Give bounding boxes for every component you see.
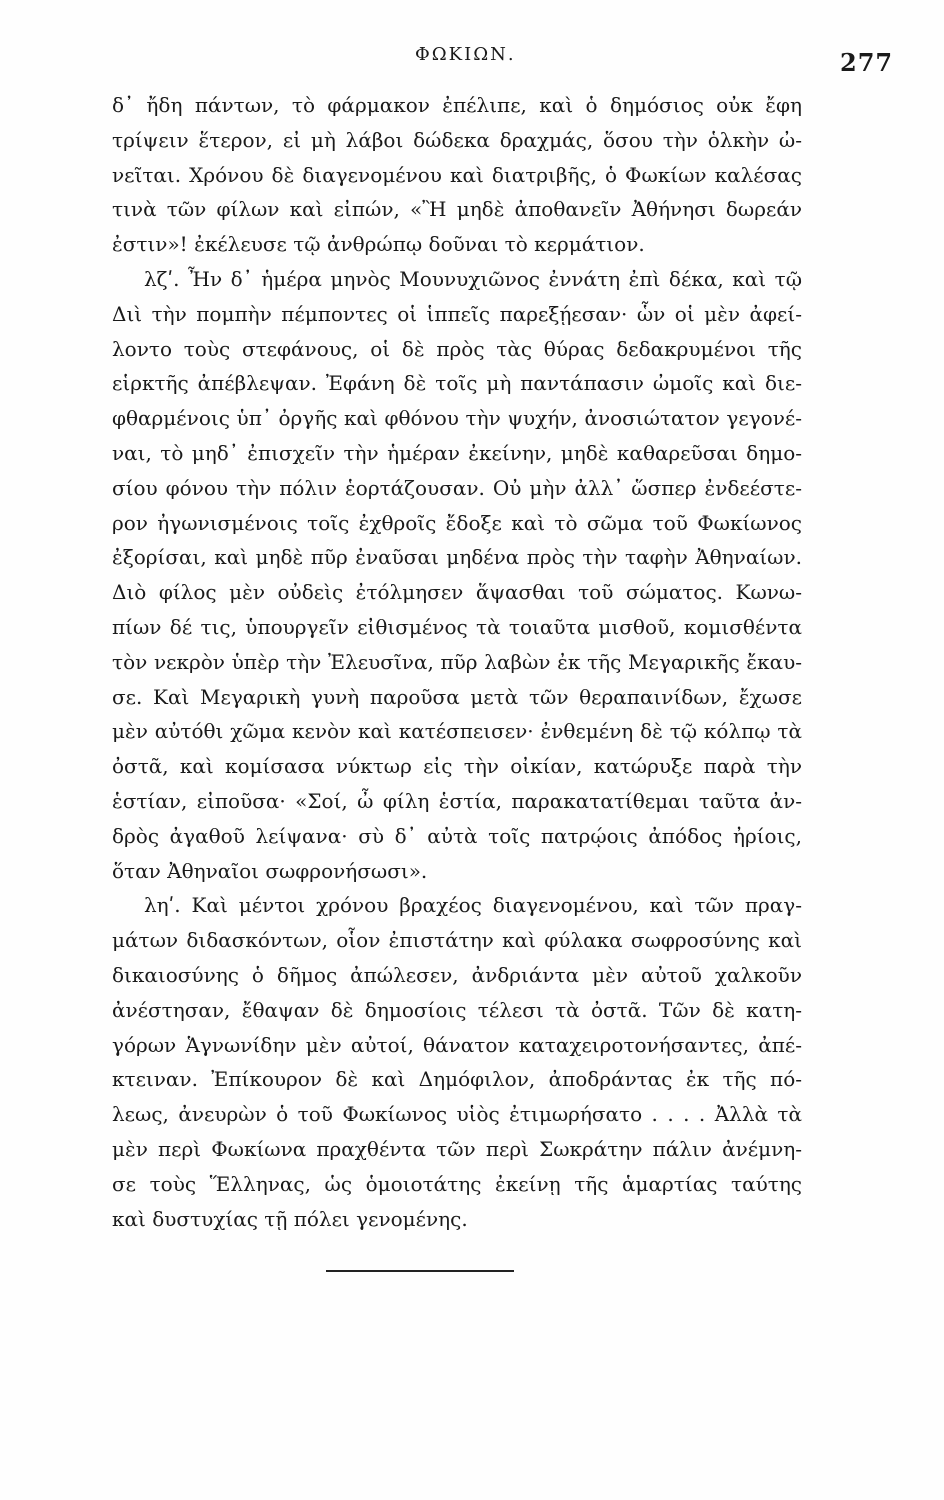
text-line: γόρων Ἁγνωνίδην μὲν αὐτοί, θάνατον καταχειροτονήσαντες, ἀπέ- [112,1032,802,1057]
text-line: δρὸς ἀγαθοῦ λείψανα· σὺ δ᾽ αὐτὰ τοῖς πατρῴοις ἀπόδος ἠρίοις, [112,823,802,848]
text-line: ἐξορίσαι, καὶ μηδὲ πῦρ ἐναῦσαι μηδένα πρὸς τὴν ταφὴν Ἀθηναίων. [112,545,802,570]
text-line: πίων δέ τις, ὑπουργεῖν εἰθισμένος τὰ τοιαῦτα μισθοῦ, κομισθέντα [112,614,802,639]
text-line: Διὸ φίλος μὲν οὐδεὶς ἐτόλμησεν ἅψασθαι τοῦ σώματος. Κωνω- [112,580,802,605]
text-line: κτειναν. Ἐπίκουρον δὲ καὶ Δημόφιλον, ἀποδράντας ἐκ τῆς πό- [112,1067,802,1092]
text-line: λεως, ἀνευρὼν ὁ τοῦ Φωκίωνος υἱὸς ἐτιμωρήσατο . . . . Ἀλλὰ τὰ [112,1102,802,1127]
text-line: σε τοὺς Ἕλληνας, ὡς ὁμοιοτάτης ἐκείνῃ τῆς ἁμαρτίας ταύτης [112,1171,802,1196]
text-line: τὸν νεκρὸν ὑπὲρ τὴν Ἐλευσῖνα, πῦρ λαβὼν ἐκ τῆς Μεγαρικῆς ἔκαυ- [112,649,802,674]
text-line: νεῖται. Χρόνου δὲ διαγενομένου καὶ διατριβῆς, ὁ Φωκίων καλέσας [112,162,802,187]
end-rule [326,1270,514,1272]
text-line: εἱρκτῆς ἀπέβλεψαν. Ἐφάνη δὲ τοῖς μὴ παντάπασιν ὠμοῖς καὶ διε- [112,371,802,396]
text-line: δικαιοσύνης ὁ δῆμος ἀπώλεσεν, ἀνδριάντα μὲν αὐτοῦ χαλκοῦν [112,962,802,987]
text-line: τρίψειν ἕτερον, εἰ μὴ λάβοι δώδεκα δραχμάς, ὅσου τὴν ὁλκὴν ὠ- [112,127,802,152]
section-start-line: ληʹ. Καὶ μέντοι χρόνου βραχέος διαγενομένου, καὶ τῶν πραγ- [144,893,802,918]
text-line: ἐστιν»! ἐκέλευσε τῷ ἀνθρώπῳ δοῦναι τὸ κερμάτιον. [112,232,645,257]
text-line: τινὰ τῶν φίλων καὶ εἰπών, «Ἢ μηδὲ ἀποθανεῖν Ἀθήνησι δωρεάν [112,197,802,222]
text-line: ἀνέστησαν, ἔθαψαν δὲ δημοσίοις τέλεσι τὰ ὀστᾶ. Τῶν δὲ κατη- [112,997,802,1022]
section-start-line: λζʹ. Ἦν δ᾽ ἡμέρα μηνὸς Μουνυχιῶνος ἐννάτη ἐπὶ δέκα, καὶ τῷ [144,266,802,291]
text-line: ὅταν Ἀθηναῖοι σωφρονήσωσι». [112,858,428,883]
text-line: μὲν αὐτόθι χῶμα κενὸν καὶ κατέσπεισεν· ἐνθεμένη δὲ τῷ κόλπῳ τὰ [112,719,802,744]
text-line: ναι, τὸ μηδ᾽ ἐπισχεῖν τὴν ἡμέραν ἐκείνην, μηδὲ καθαρεῦσαι δημο- [112,440,802,465]
text-line: σίου φόνου τὴν πόλιν ἑορτάζουσαν. Οὐ μὴν ἀλλ᾽ ὥσπερ ἐνδεέστε- [112,475,802,500]
text-line: μάτων διδασκόντων, οἷον ἐπιστάτην καὶ φύλακα σωφροσύνης καὶ [112,928,802,953]
text-line: ἑστίαν, εἰποῦσα· «Σοί, ὦ φίλη ἑστία, παρακατατίθεμαι ταῦτα ἀν- [112,788,802,813]
running-head: ΦΩΚΙΩΝ. [415,44,516,65]
text-line: καὶ δυστυχίας τῇ πόλει γενομένης. [112,1206,468,1231]
body-text [112,88,802,1236]
text-line: σε. Καὶ Μεγαρικὴ γυνὴ παροῦσα μετὰ τῶν θεραπαινίδων, ἔχωσε [112,684,802,709]
text-line: φθαρμένοις ὑπ᾽ ὀργῆς καὶ φθόνου τὴν ψυχήν, ἀνοσιώτατον γεγονέ- [112,406,802,431]
page-number: 277 [840,48,894,77]
text-line: Διὶ τὴν πομπὴν πέμποντες οἱ ἱππεῖς παρεξῄεσαν· ὧν οἱ μὲν ἀφεί- [112,301,802,326]
text-line: δ᾽ ἤδη πάντων, τὸ φάρμακον ἐπέλιπε, καὶ ὁ δημόσιος οὐκ ἔφη [112,93,802,117]
text-line: λοντο τοὺς στεφάνους, οἱ δὲ πρὸς τὰς θύρας δεδακρυμένοι τῆς [112,336,802,361]
text-line: ὀστᾶ, καὶ κομίσασα νύκτωρ εἰς τὴν οἰκίαν, κατώρυξε παρὰ τὴν [112,754,802,779]
text-line: ρον ἠγωνισμένοις τοῖς ἐχθροῖς ἔδοξε καὶ τὸ σῶμα τοῦ Φωκίωνος [112,510,802,535]
text-line: μὲν περὶ Φωκίωνα πραχθέντα τῶν περὶ Σωκράτην πάλιν ἀνέμνη- [112,1136,802,1161]
